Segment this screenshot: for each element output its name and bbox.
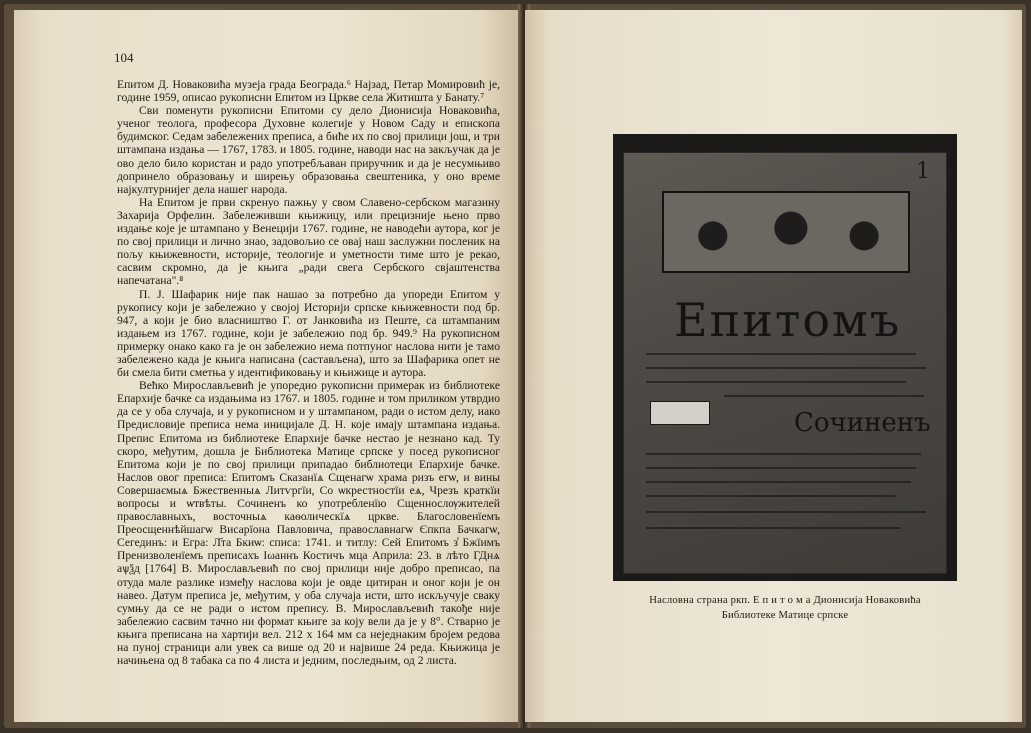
caption-line: Насловна страна ркп. Е п и т о м а Дионисија Новаковића: [649, 595, 921, 606]
caption-line: Библиотеке Матице српске: [721, 610, 849, 621]
right-page: [525, 10, 1022, 722]
library-stamp: [650, 401, 710, 425]
manuscript-page-mark: 1: [916, 159, 930, 184]
plate-caption: [585, 593, 985, 623]
ornament-headpiece: [662, 191, 910, 273]
handwriting-line: [646, 527, 901, 529]
page-number: 104: [114, 50, 134, 65]
handwriting-line: [646, 481, 911, 483]
handwriting-line: [646, 467, 916, 469]
manuscript-title: Епитомъ: [674, 293, 902, 347]
paragraph: На Епитом је први скренуо пажњу у свом Славено-сербском магазину Захарија Орфелин. Забележивши књижицу, или прецизније њено прво издање које је штампано у Венецији 1767. године, не наводећи аутора, ког је по свој прилици и лично знао, задовољио се овај наш заслужни посленик на пољу књижевности, историје, теологије и уметности тиме што је рекао, сасвим скромно, да је књига „ради свега Сербского свјаштенства напечатана".⁸: [117, 195, 500, 288]
manuscript-subtitle: Сочиненъ: [794, 408, 931, 438]
handwriting-line: [646, 381, 906, 383]
paragraph: Већко Мирослављевић је упоредио рукописни примерак из библиотеке Епархије бачке са издањима из 1767. и 1805. године и том приликом утврдио да се у оба случаја, и у рукописном и у штампаном, ради о истом делу, иако Предисловије преписа нема иницијале Д. Н. које имају штампана издања. Препис Епитома из библиотеке Епархије бачке нестао је незнано кад. Ту скоро, међутим, дошла је Библиотека Матице српске у посед рукописног Епитома који је по свој прилици припадао библиотеци Епархије бачке. Наслов овог преписа: Епитомъ Сказанїѧ Сщенагѡ храма ризъ егѡ, и вины Совершаємыѧ Бжественныѧ Литѵргїи, Со ѡкрестностїи еѧ, Чрезъ краткїи вопросы и ѡтвѣты. Сочиненъ ко употребленїю Сщеннослѹжителей православныхъ, восточныѧ каѳолическїѧ цркве. Благословенїемъ Преосщеннѣйшагѡ Висарїона Павловича, православнагѡ Єпкпа Бачкагѡ, Сегединъ: и Егра: Л҃та Бкиѡ: списа: 1741. и титлу: Сей Епитомъ з̾ Бжїимъ Пренизволенїемъ преписахъ Ιωаннъ Костичъ мца Априла: 23. в лѣто ГДнѧ аѱѯд [1764] В. Мирослављевић по свој прилици није добро преписао, па отуда мале разлике између наслова који је овде цитиран и оног који је он навео. Датум преписа је, међутим, у оба случаја исти, што искључује сваку сумњу да се не ради о истом препису. В. Мирослављевић такође није забележио сасвим тачно ни формат књиге за коју вели да је у 8°. Стварно је књига преписана на хартији вел. 212 х 164 мм са неједнаким бројем редова на пуној страници али увек са више од 20 и највише 24 реда. Књижица је начињена од 8 табака са по 4 листа и једним, последњим, од 2 листа.: [117, 379, 500, 668]
handwriting-line: [646, 495, 896, 497]
left-page: [14, 10, 521, 722]
handwriting-line: [646, 353, 916, 355]
handwriting-line: [646, 511, 926, 513]
paragraph: Сви поменути рукописни Епитоми су дело Дионисија Новаковића, ученог теолога, професора Духовне колегије у Новом Саду и епископа будимског. Седам забележених преписа, а биће их по свој прилици још, и три штампана издања — 1767, 1783. и 1805. године, наводи нас на закључак да је ово дело било користан и радо употребљаван приручник и да је несумњиво допринело образовању и ширењу образовања свештеника, у оно време најкултурнијег дела нашег народа.: [117, 104, 500, 196]
open-book: [4, 4, 1026, 728]
handwriting-line: [724, 395, 924, 397]
handwriting-line: [646, 367, 926, 369]
handwriting-line: [646, 453, 921, 455]
manuscript-plate: [613, 134, 957, 581]
paragraph: Епитом Д. Новаковића музеја града Београда.⁶ Најзад, Петар Момировић је, године 1959, описао рукописни Епитом из Цркве села Житишта у Банату.⁷: [117, 78, 500, 105]
body-text: [117, 78, 500, 667]
paragraph: П. Ј. Шафарик није пак нашао за потребно да упореди Епитом у рукопису који је забележио у својој Историји српске књижевности под бр. 947, а који је био власништво Г. от Јанковића из Пеште, са штампаним издањем из 1767. године, који је забележио под бр. 949.⁹ На рукописном примерку онако како га је он забележио нема потпуног наслова нити је тамо забележено када је књига написана (састављена), што за Шафарика опет не би смела бити сметња у идентификовању и књижице и аутора.: [117, 287, 500, 380]
manuscript-photo: [623, 152, 947, 574]
